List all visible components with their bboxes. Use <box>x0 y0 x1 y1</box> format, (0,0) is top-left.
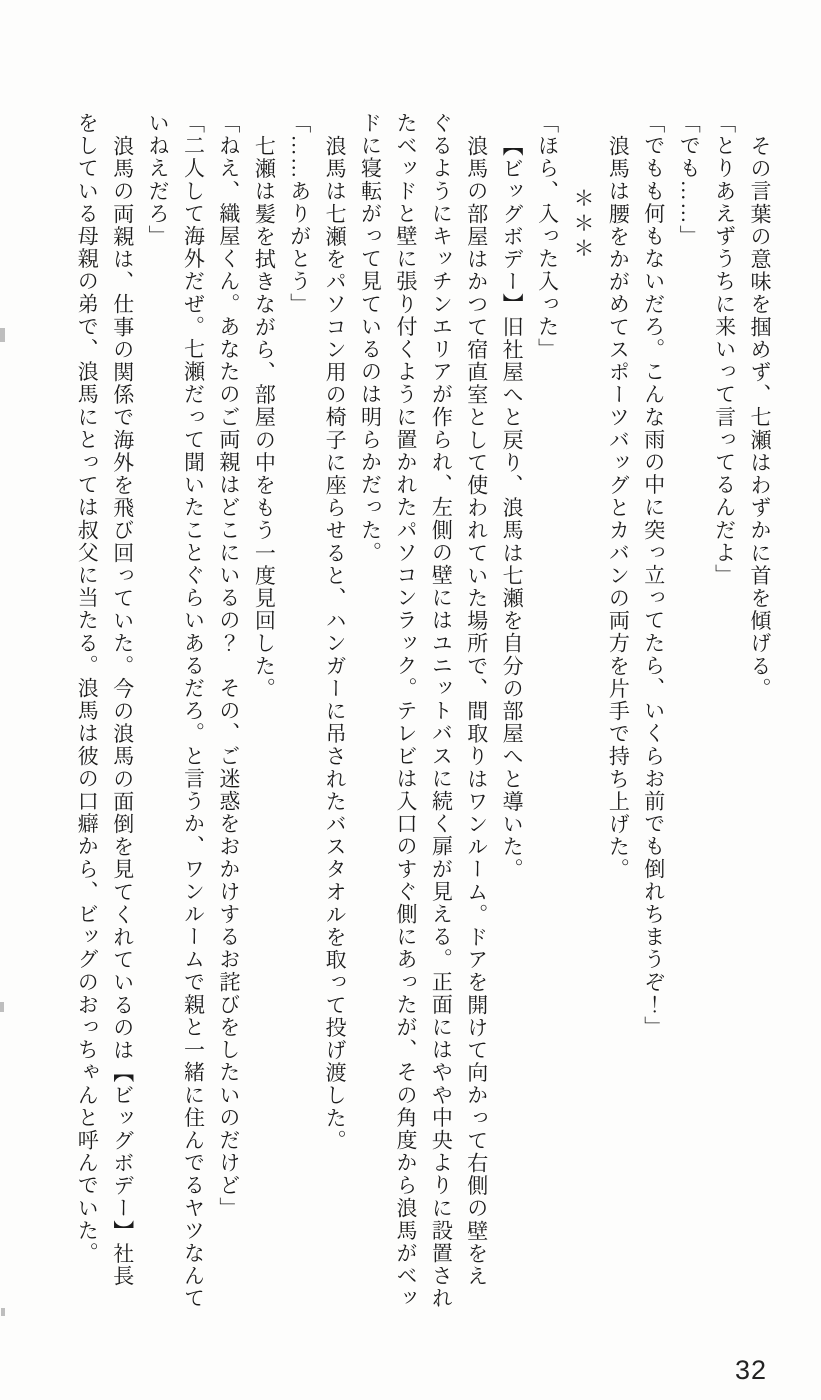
dialogue-paragraph: 「……ありがとう」 <box>287 112 312 316</box>
dialogue-paragraph: 「ほら、入った入った」 <box>535 112 560 361</box>
narrative-paragraph: 七瀬は髪を拭きながら、部屋の中をもう一度見回した。 <box>252 135 277 700</box>
narrative-paragraph: 【ビッグボデー】旧社屋へと戻り、浪馬は七瀬を自分の部屋へと導いた。 <box>500 135 525 881</box>
dialogue-paragraph: 「でもも何もないだろ。こんな雨の中に突っ立ってたら、いくらお前でも倒れちまうぞ！」 <box>641 112 666 1039</box>
scan-artifact <box>0 328 5 342</box>
dialogue-paragraph: 「二人して海外だぜ。七瀬だって聞いたことぐらいあるだろ。と言うか、ワンルームで親と一緒に住んでるヤツなんていねえだろ」 <box>146 112 206 1310</box>
section-separator: ＊＊＊ <box>570 187 595 262</box>
scan-artifact <box>0 1002 4 1012</box>
page-number: 32 <box>735 1355 768 1385</box>
dialogue-paragraph: 「でも……」 <box>677 112 702 248</box>
narrative-paragraph: 浪馬は腰をかがめてスポーツバッグとカバンの両方を片手で持ち上げた。 <box>606 135 631 881</box>
scan-artifact <box>1 1308 5 1316</box>
narrative-paragraph: 浪馬の両親は、仕事の関係で海外を飛び回っていた。今の浪馬の面倒を見てくれているのは【ビッグボデー】社長をしている母親の弟で、浪馬にとっては叔父に当たる。浪馬は彼の口癖から、ビッグのおっちゃんと呼んでいた。 <box>75 112 135 1288</box>
narrative-paragraph: 浪馬は七瀬をパソコン用の椅子に座らせると、ハンガーに吊されたバスタオルを取って投げ渡した。 <box>323 135 348 1152</box>
dialogue-paragraph: 「ねえ、織屋くん。あなたのご両親はどこにいるの？ その、ご迷惑をおかけするお詫びをしたいのだけど」 <box>216 112 241 1220</box>
text-block <box>69 112 777 1310</box>
narrative-paragraph: 浪馬の部屋はかつて宿直室として使われていた場所で、間取りはワンルーム。ドアを開けて向かって右側の壁をえぐるようにキッチンエリアが作られ、左側の壁にはユニットバスに続く扉が見える。正面にはやや中央よりに設置されたベッドと壁に張り付くように置かれたパソコンラック。テレビは入口のすぐ側にあったが、その角度から浪馬がベッドに寝転がって見ているのは明らかだった。 <box>358 112 489 1310</box>
narrative-paragraph: その言葉の意味を掴めず、七瀬はわずかに首を傾げる。 <box>748 135 772 700</box>
dialogue-paragraph: 「とりあえずうちに来いって言ってるんだよ」 <box>712 112 737 587</box>
